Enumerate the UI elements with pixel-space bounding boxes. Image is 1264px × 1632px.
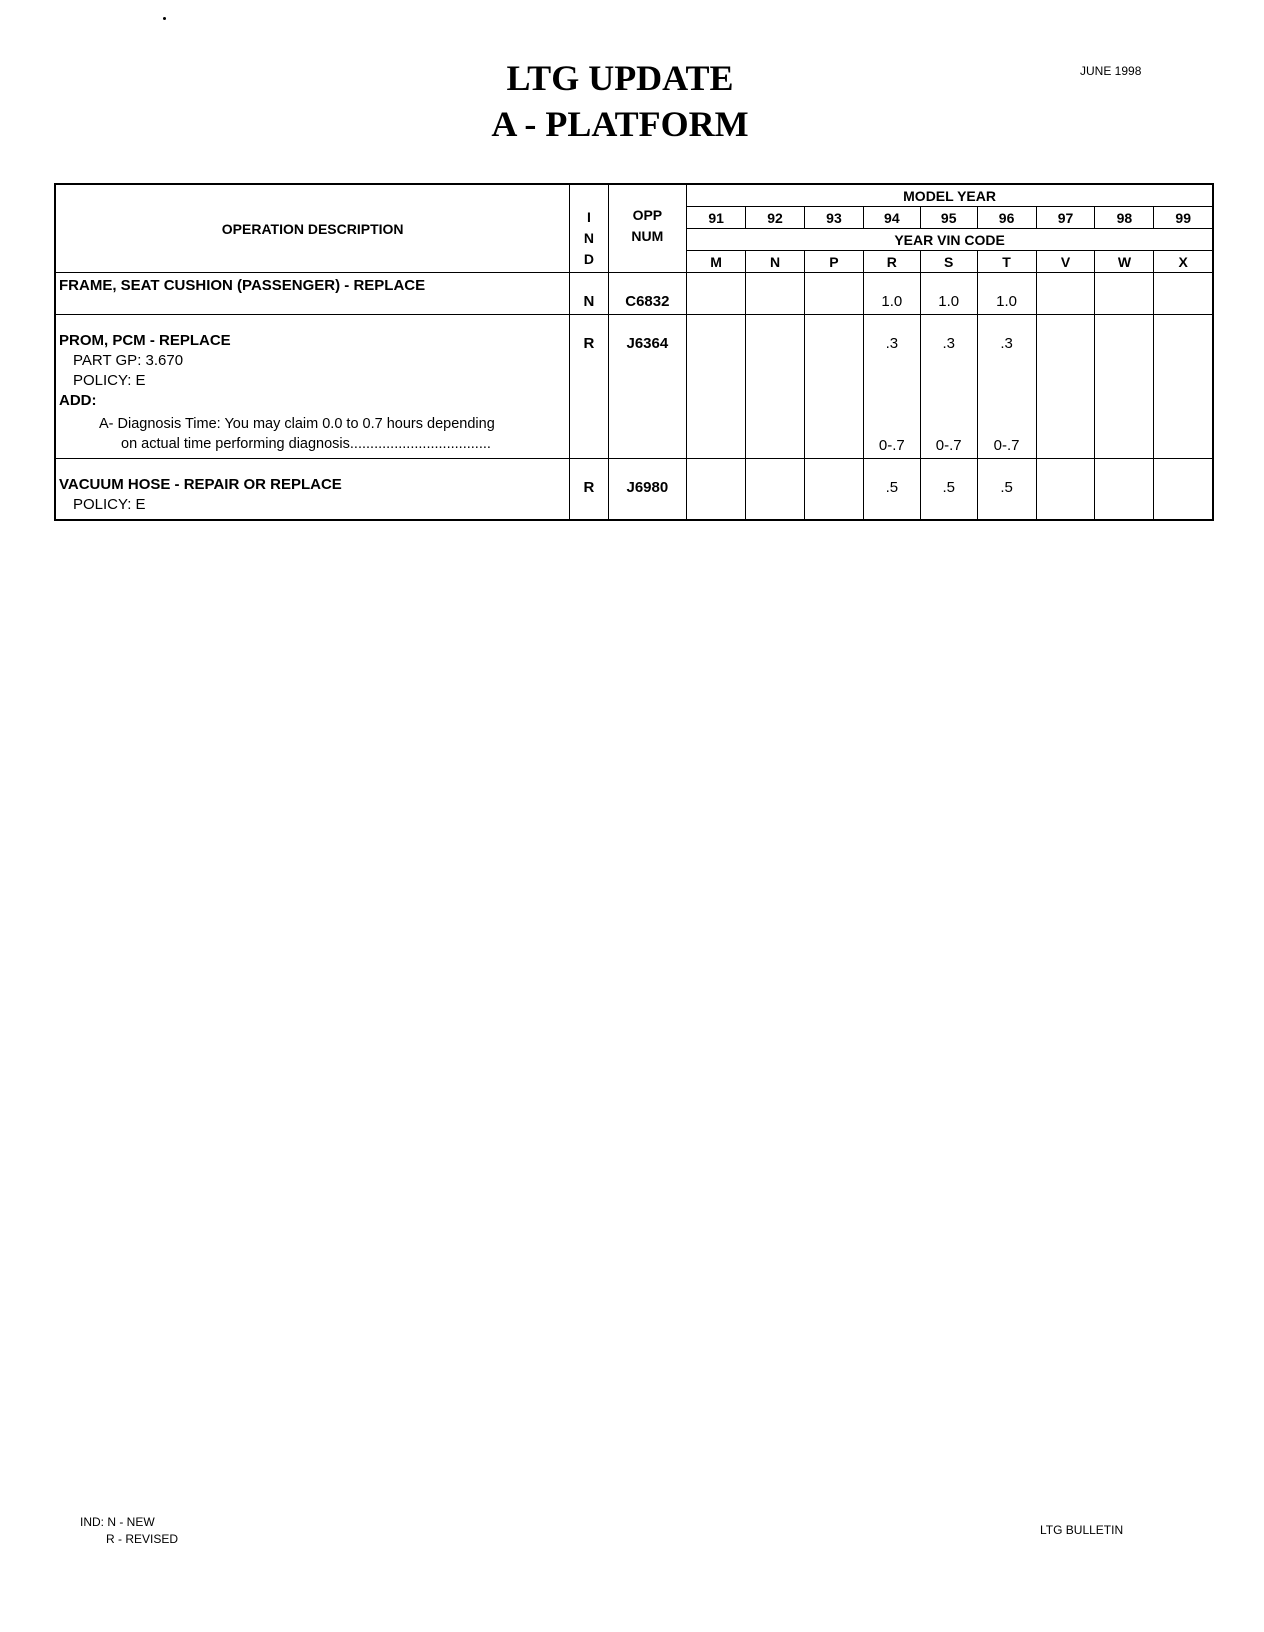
ind-header <box>570 184 608 273</box>
year-94: 94 <box>863 207 920 229</box>
value-cell-96: .5 <box>977 459 1036 521</box>
opp-header-num: NUM <box>631 228 664 244</box>
year-99: 99 <box>1154 207 1213 229</box>
value-cell-92 <box>746 315 805 459</box>
page-subtitle: A - PLATFORM <box>491 104 749 144</box>
bulletin-date: JUNE 1998 <box>1080 64 1142 78</box>
year-97: 97 <box>1036 207 1095 229</box>
vin-code-x: X <box>1154 251 1213 273</box>
footer-bulletin-label: LTG BULLETIN <box>1040 1523 1124 1537</box>
vin-code-r: R <box>863 251 920 273</box>
operation-description-header: OPERATION DESCRIPTION <box>55 184 570 273</box>
vin-code-m: M <box>687 251 746 273</box>
opp-num-cell: C6832 <box>608 273 687 315</box>
value-cell-91 <box>687 459 746 521</box>
value-cell-91 <box>687 315 746 459</box>
add-note-line1: A- Diagnosis Time: You may claim 0.0 to 0.7 hours depending <box>99 416 495 432</box>
operation-title: FRAME, SEAT CUSHION (PASSENGER) - REPLACE <box>59 277 426 294</box>
ind-header-d: D <box>583 251 595 267</box>
value-cell-93 <box>804 459 863 521</box>
ind-header-n: N <box>583 230 595 246</box>
ind-legend <box>80 1514 178 1548</box>
vin-code-n: N <box>746 251 805 273</box>
operation-title: PROM, PCM - REPLACE <box>59 332 231 349</box>
ind-cell: R <box>570 315 608 459</box>
operation-description <box>55 315 570 459</box>
add-value: 0-.7 <box>935 437 962 454</box>
value-cell-94 <box>863 315 920 459</box>
part-group: PART GP: 3.670 <box>73 352 184 369</box>
add-value: 0-.7 <box>993 437 1020 454</box>
vin-code-w: W <box>1095 251 1154 273</box>
value-cell-95: 1.0 <box>920 273 977 315</box>
opp-num-cell: J6364 <box>608 315 687 459</box>
value-cell-96 <box>977 315 1036 459</box>
value-cell-97 <box>1036 273 1095 315</box>
year-96: 96 <box>977 207 1036 229</box>
model-year-header: MODEL YEAR <box>687 184 1213 207</box>
value-cell-99 <box>1154 459 1213 521</box>
value-cell-94: 1.0 <box>863 273 920 315</box>
year-vin-code-header: YEAR VIN CODE <box>687 229 1213 251</box>
value-cell-95 <box>920 315 977 459</box>
value-cell-93 <box>804 273 863 315</box>
vin-code-t: T <box>977 251 1036 273</box>
operation-description <box>55 273 570 315</box>
value-cell-98 <box>1095 273 1154 315</box>
vin-code-p: P <box>804 251 863 273</box>
add-label: ADD: <box>59 392 97 409</box>
opp-num-header <box>608 184 687 273</box>
value-cell-98 <box>1095 315 1154 459</box>
page-title: LTG UPDATE <box>506 58 734 98</box>
value-cell-91 <box>687 273 746 315</box>
add-value: 0-.7 <box>878 437 905 454</box>
value-cell-92 <box>746 273 805 315</box>
value: .3 <box>1000 335 1013 352</box>
value: .3 <box>885 335 899 352</box>
value-cell-92 <box>746 459 805 521</box>
value-cell-99 <box>1154 315 1213 459</box>
value-cell-93 <box>804 315 863 459</box>
table-row <box>55 459 1213 521</box>
ind-cell: R <box>570 459 608 521</box>
value-cell-99 <box>1154 273 1213 315</box>
year-93: 93 <box>804 207 863 229</box>
table-row <box>55 315 1213 459</box>
ind-cell: N <box>570 273 608 315</box>
operation-title: VACUUM HOSE - REPAIR OR REPLACE <box>59 476 342 493</box>
labor-time-table <box>54 183 1214 521</box>
legend-new: IND: N - NEW <box>80 1515 155 1529</box>
value-cell-97 <box>1036 315 1095 459</box>
opp-num-cell: J6980 <box>608 459 687 521</box>
value-cell-98 <box>1095 459 1154 521</box>
operation-description <box>55 459 570 521</box>
value-cell-96: 1.0 <box>977 273 1036 315</box>
value-cell-97 <box>1036 459 1095 521</box>
value-cell-94: .5 <box>863 459 920 521</box>
opp-header-opp: OPP <box>632 207 663 223</box>
year-92: 92 <box>746 207 805 229</box>
legend-revised: R - REVISED <box>106 1532 179 1546</box>
scan-speck <box>163 17 166 20</box>
year-95: 95 <box>920 207 977 229</box>
policy: POLICY: E <box>73 372 146 389</box>
value-cell-95: .5 <box>920 459 977 521</box>
ind-header-i: I <box>587 209 591 225</box>
vin-code-v: V <box>1036 251 1095 273</box>
policy: POLICY: E <box>73 496 146 513</box>
value: .3 <box>942 335 955 352</box>
year-91: 91 <box>687 207 746 229</box>
table-row <box>55 273 1213 315</box>
vin-code-s: S <box>920 251 977 273</box>
add-note-line2: on actual time performing diagnosis................................... <box>121 436 491 452</box>
year-98: 98 <box>1095 207 1154 229</box>
